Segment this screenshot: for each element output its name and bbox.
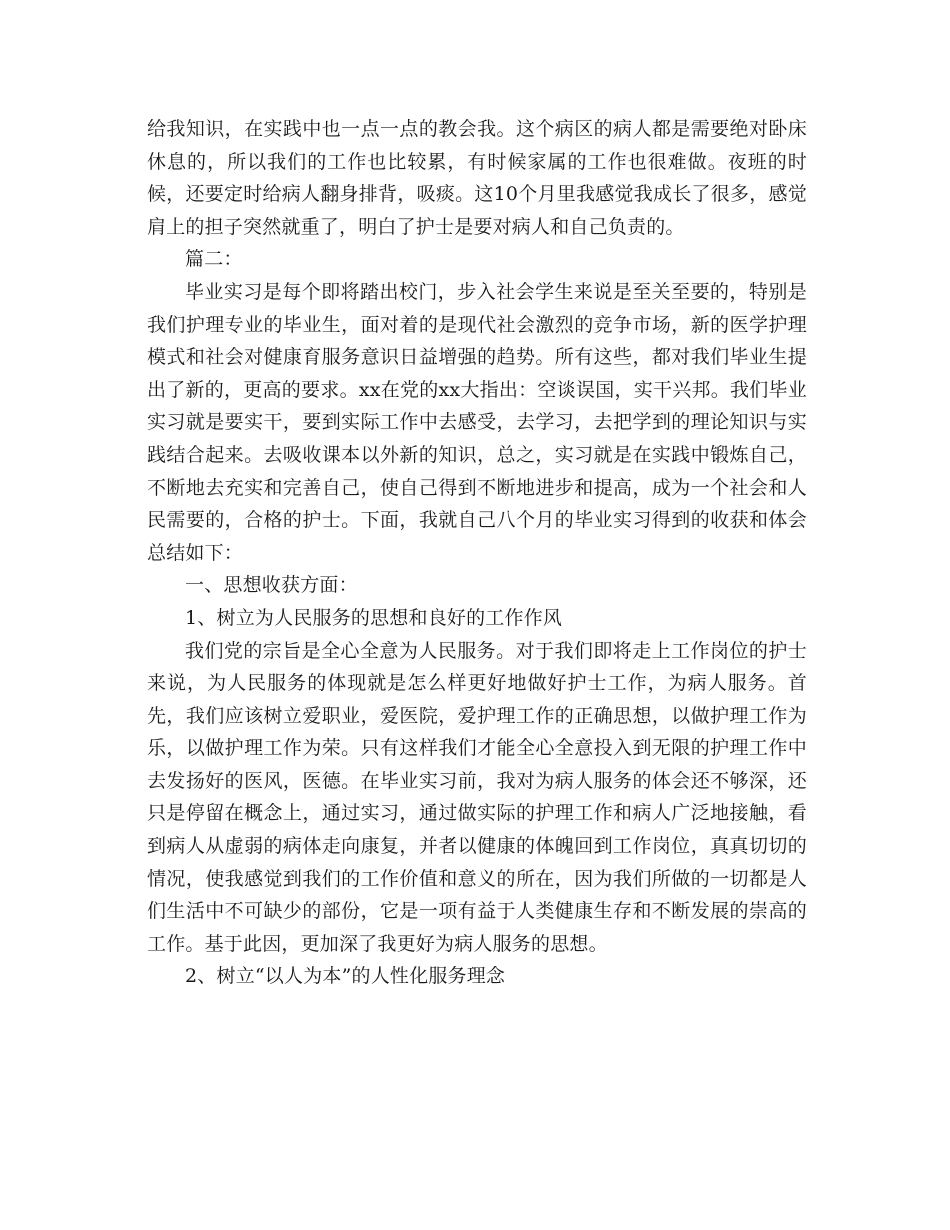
document-body bbox=[147, 113, 807, 993]
subheading-people-oriented: 2、树立“以人为本”的人性化服务理念 bbox=[185, 965, 506, 988]
paragraph-serve-people: 我们党的宗旨是全心全意为人民服务。对于我们即将走上工作岗位的护士来说，为人民服务的体现就是怎么样更好地做好护士工作，为病人服务。首先，我们应该树立爱职业，爱医院，爱护理工作的正确思想，以做护理工作为乐，以做护理工作为荣。只有这样我们才能全心全意投入到无限的护理工作中去发扬好的医风，医德。在毕业实习前，我对为病人服务的体会还不够深，还只是停留在概念上，通过实习，通过做实际的护理工作和病人广泛地接触，看到病人从虚弱的病体走向康复，并者以健康的体魄回到工作岗位，真真切切的情况，使我感觉到我们的工作价值和意义的所在，因为我们所做的一切都是人们生活中不可缺少的部份，它是一项有益于人类健康生存和不断发展的崇高的工作。基于此因，更加深了我更好为病人服务的思想。 bbox=[147, 639, 807, 955]
paragraph-continuation: 给我知识，在实践中也一点一点的教会我。这个病区的病人都是需要绝对卧床休息的，所以我们的工作也比较累，有时候家属的工作也很难做。夜班的时候，还要定时给病人翻身排背，吸痰。这10个月里我感觉我成长了很多，感觉肩上的担子突然就重了，明白了护士是要对病人和自己负责的。 bbox=[147, 118, 807, 238]
heading-ideological-gains: 一、思想收获方面： bbox=[185, 574, 358, 597]
paragraph-internship-intro: 毕业实习是每个即将踏出校门，步入社会学生来说是至关至要的，特别是我们护理专业的毕业生，面对着的是现代社会激烈的竞争市场，新的医学护理模式和社会对健康育服务意识日益增强的趋势。所有这些，都对我们毕业生提出了新的，更高的要求。xx在党的xx大指出：空谈误国，实干兴邦。我们毕业实习就是要实干，要到实际工作中去感受，去学习，去把学到的理论知识与实践结合起来。去吸收课本以外新的知识，总之，实习就是在实践中锻炼自己，不断地去充实和完善自己，使自己得到不断地进步和提高，成为一个社会和人民需要的，合格的护士。下面，我就自己八个月的毕业实习得到的收获和体会总结如下： bbox=[147, 280, 807, 564]
subheading-serve-people: 1、树立为人民服务的思想和良好的工作作风 bbox=[185, 606, 563, 629]
section-heading-part-two: 篇二： bbox=[185, 248, 243, 271]
